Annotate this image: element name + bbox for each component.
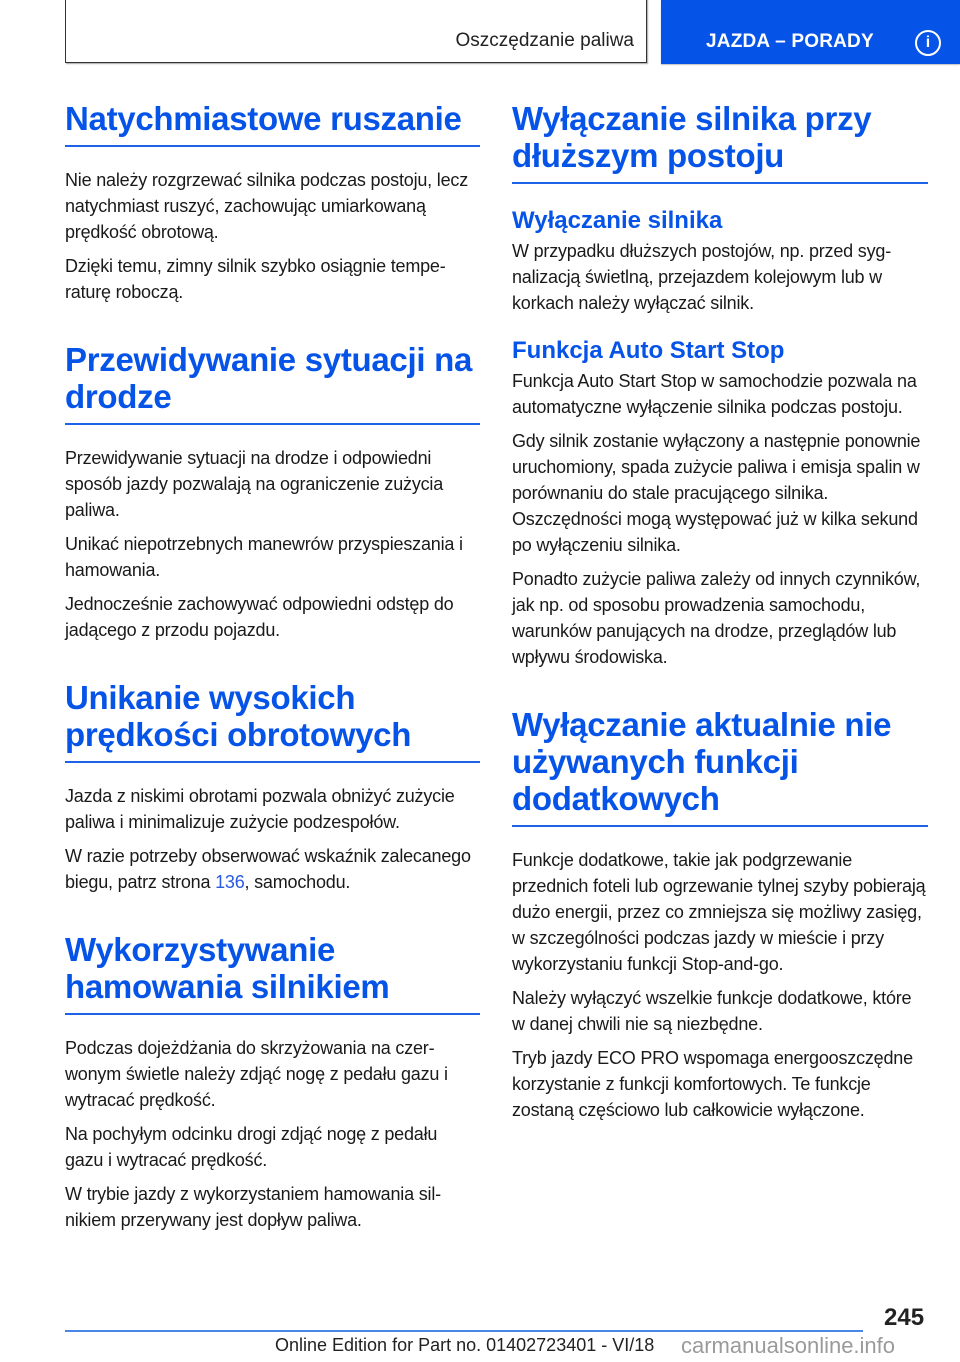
subsection-heading: Wyłączanie silnika xyxy=(512,207,723,234)
page-reference-link[interactable]: 136 xyxy=(215,872,245,892)
paragraph: Jednocześnie zachowywać odpowiedni odstęp do jadącego z przodu pojazdu. xyxy=(65,594,454,640)
chapter-tab-label: JAZDA – PORADY xyxy=(706,31,874,52)
section-heading: Wyłączanie aktualnie nie używanych funkcji dodatkowych xyxy=(512,706,928,827)
paragraph: Funkcje dodatkowe, takie jak podgrzewanie przednich foteli lub ogrzewanie tylnej szyby pobierają dużo energii, przez co zmniejsza się możliwy zasięg, w szczególności podczas jazdy w mieście i przy wykorzystaniu funkcji Stop-and-go. xyxy=(512,850,926,974)
paragraph: Podczas dojeżdżania do skrzyżowania na czerwonym świetle należy zdjąć nogę z pedału gazu i wytracać prędkość. xyxy=(65,1038,448,1110)
section-immediate-start xyxy=(65,100,480,305)
paragraph: W przypadku dłuższych postojów, np. przed sygnalizacją świetlną, przejazdem kolejowym lub w korkach należy wyłączać silnik. xyxy=(512,241,892,313)
section-heading: Unikanie wysokich prędkości obrotowych xyxy=(65,679,480,763)
paragraph: Gdy silnik zostanie wyłączony a następnie ponownie uruchomiony, spada zużycie paliwa i emisja spalin w porównaniu do stale pracującego silnika. Oszczędności mogą występować już w kilka sekund po wyłączeniu silnika. xyxy=(512,431,921,555)
paragraph-with-link xyxy=(65,843,480,895)
watermark: carmanualsonline.info xyxy=(681,1333,896,1358)
section-engine-braking xyxy=(65,931,480,1233)
section-heading: Przewidywanie sytuacji na drodze xyxy=(65,341,480,425)
paragraph: Nie należy rozgrzewać silnika podczas postoju, lecz natychmiast ruszyć, zachowując umiarkowaną prędkość obrotową. xyxy=(65,170,468,242)
paragraph-text: W razie potrzeby obserwować wskaźnik zalecanego biegu, patrz strona xyxy=(65,846,471,892)
left-column xyxy=(65,100,480,1233)
paragraph: Funkcja Auto Start Stop w samochodzie pozwala na automatyczne wyłączenie silnika podczas postoju. xyxy=(512,371,917,417)
right-column xyxy=(512,100,928,1123)
paragraph: Tryb jazdy ECO PRO wspomaga energooszczędne korzystanie z funkcji komfortowych. Te funkcje zostaną częściowo lub całkowicie wyłączone. xyxy=(512,1048,913,1120)
section-engine-off-long-stop xyxy=(512,100,928,670)
section-header xyxy=(65,0,647,63)
paragraph: W trybie jazdy z wykorzystaniem hamowania silnikiem przerywany jest dopływ paliwa. xyxy=(65,1184,442,1230)
paragraph: Na pochyłym odcinku drogi zdjąć nogę z pedału gazu i wytracać prędkość. xyxy=(65,1124,438,1170)
paragraph: Dzięki temu, zimny silnik szybko osiągnie temperaturę roboczą. xyxy=(65,256,446,302)
section-heading: Wyłączanie silnika przy dłuższym postoju xyxy=(512,100,928,184)
info-circle-icon[interactable]: i xyxy=(915,30,941,56)
section-heading: Wykorzystywanie hamowania silnikiem xyxy=(65,931,480,1015)
subsection-heading: Funkcja Auto Start Stop xyxy=(512,337,785,364)
paragraph: Należy wyłączyć wszelkie funkcje dodatkowe, które w danej chwili nie są niezbędne. xyxy=(512,988,912,1034)
section-title: Oszczędzanie paliwa xyxy=(455,30,634,51)
section-avoid-high-rpm xyxy=(65,679,480,895)
edition-text: Online Edition for Part no. 01402723401 - VI/18 xyxy=(275,1335,655,1355)
chapter-tab[interactable] xyxy=(661,0,960,64)
paragraph: Ponadto zużycie paliwa zależy od innych czynników, jak np. od sposobu prowadzenia samochodu, warunków panujących na drodze, przeglądów lub wpływu środowiska. xyxy=(512,569,921,667)
section-anticipation xyxy=(65,341,480,643)
paragraph: Przewidywanie sytuacji na drodze i odpowiedni sposób jazdy pozwalają na ograniczenie zużycia paliwa. xyxy=(65,448,444,520)
section-disable-extra-functions xyxy=(512,706,928,1123)
page-number: 245 xyxy=(884,1304,925,1331)
paragraph: Jazda z niskimi obrotami pozwala obniżyć zużycie paliwa i minimalizuje zużycie podzespołów. xyxy=(65,786,455,832)
section-heading: Natychmiastowe ruszanie xyxy=(65,100,480,147)
paragraph-text: , samochodu. xyxy=(244,872,351,892)
footer-divider xyxy=(65,1330,863,1332)
paragraph: Unikać niepotrzebnych manewrów przyspieszania i hamowania. xyxy=(65,534,463,580)
